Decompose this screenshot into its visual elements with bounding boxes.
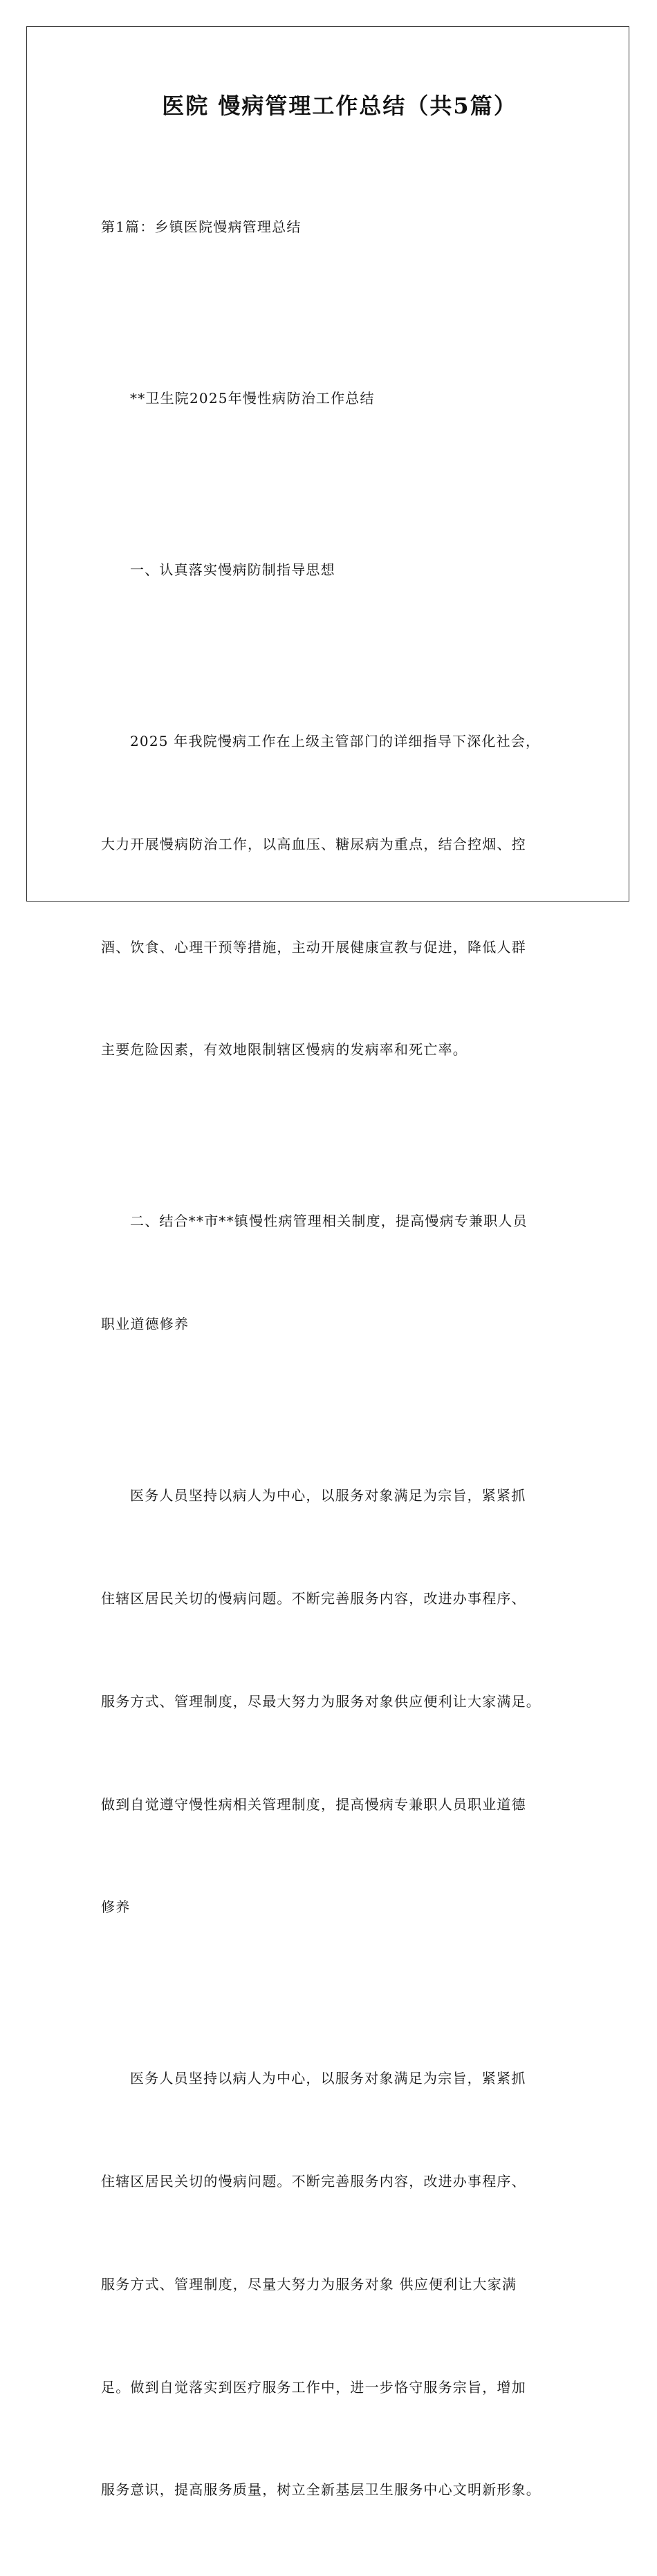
paragraph-line: 服务方式、管理制度，尽量大努力为服务对象 供应便利让大家满 (101, 2275, 517, 2293)
document-body (101, 142, 578, 2576)
paragraph-line: 2025 年我院慢病工作在上级主管部门的详细指导下深化社会， (130, 733, 541, 750)
subtitle (101, 313, 578, 485)
paragraph-line: 修养 (101, 1898, 131, 1916)
paragraph-line: 医务人员坚持以病人为中心，以服务对象满足为宗旨，紧紧抓 (130, 1487, 526, 1504)
heading-2-line: 二、结合**市**镇慢性病管理相关制度，提高慢病专兼职人员 (130, 1213, 528, 1230)
paragraph-line: 服务意识，提高服务质量，树立全新基层卫生服务中心文明新形象。 (101, 2481, 541, 2499)
heading-1 (101, 485, 578, 656)
paragraph-line: 足。做到自觉落实到医疗服务工作中，进一步恪守服务宗旨，增加 (101, 2378, 526, 2396)
document-title: 医院 慢病管理工作总结（共5篇） (162, 93, 517, 119)
paragraph-line: 主要危险因素，有效地限制辖区慢病的发病率和死亡率。 (101, 1041, 468, 1058)
subtitle-text: **卫生院2025年慢性病防治工作总结 (130, 390, 375, 407)
paragraph-line: 大力开展慢病防治工作，以高血压、糖尿病为重点，结合控烟、控 (101, 835, 526, 852)
section-title-text: 第1篇：乡镇医院慢病管理总结 (101, 218, 302, 236)
section-title (101, 142, 578, 313)
paragraph-line: 做到自觉遵守慢性病相关管理制度，提高慢病专兼职人员职业道德 (101, 1795, 526, 1813)
heading-2 (101, 1136, 578, 1410)
paragraph-3 (101, 1993, 578, 2576)
paragraph-line: 住辖区居民关切的慢病问题。不断完善服务内容，改进办事程序、 (101, 2173, 526, 2190)
paragraph-line: 服务方式、管理制度，尽最大努力为服务对象供应便利让大家满足。 (101, 1692, 541, 1710)
paragraph-line: 医务人员坚持以病人为中心，以服务对象满足为宗旨，紧紧抓 (130, 2070, 526, 2087)
paragraph-1 (101, 656, 578, 1136)
paragraph-line: 酒、饮食、心理干预等措施，主动开展健康宣教与促进，降低人群 (101, 938, 526, 955)
paragraph-2 (101, 1410, 578, 1993)
heading-2-line: 职业道德修养 (101, 1316, 189, 1333)
paragraph-line: 住辖区居民关切的慢病问题。不断完善服务内容，改进办事程序、 (101, 1589, 526, 1607)
heading-1-text: 一、认真落实慢病防制指导思想 (130, 561, 335, 579)
